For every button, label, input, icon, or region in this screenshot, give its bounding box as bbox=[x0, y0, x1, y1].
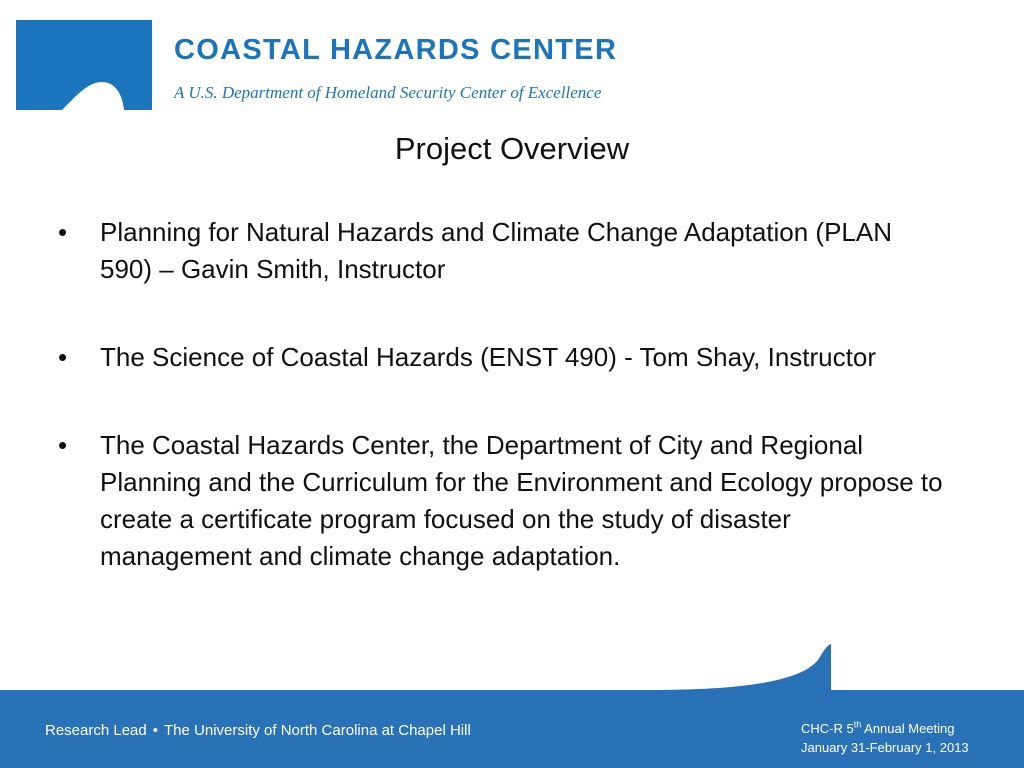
org-name: COASTAL HAZARDS CENTER bbox=[174, 34, 618, 66]
footer-university: The University of North Carolina at Chapel Hill bbox=[164, 722, 471, 739]
bullet-dot: • bbox=[58, 342, 68, 372]
bullet-dot: • bbox=[58, 430, 68, 460]
bullet-item bbox=[58, 214, 948, 288]
bullet-text: Planning for Natural Hazards and Climate Change Adaptation (PLAN 590) – Gavin Smith, Instructor bbox=[100, 217, 893, 284]
wave-logo-icon bbox=[16, 20, 152, 110]
bullet-text: The Coastal Hazards Center, the Department of City and Regional Planning and the Curriculum for the Environment and Ecology propose to create a certificate program focused on the study of disaster management and climate change adaptation. bbox=[100, 430, 943, 571]
footer-research-lead: Research Lead bbox=[45, 722, 147, 739]
bullet-text: The Science of Coastal Hazards (ENST 490) - Tom Shay, Instructor bbox=[100, 342, 876, 372]
bullet-item bbox=[58, 427, 948, 575]
footer-meeting-name: CHC-R 5th Annual Meeting bbox=[801, 719, 955, 736]
bullet-list bbox=[58, 214, 948, 575]
bullet-item bbox=[58, 339, 948, 376]
footer-dates: January 31-February 1, 2013 bbox=[801, 740, 969, 755]
org-tagline: A U.S. Department of Homeland Security Center of Excellence bbox=[174, 83, 602, 102]
footer-meeting bbox=[801, 719, 969, 757]
footer-separator: • bbox=[152, 722, 158, 739]
footer-affiliation bbox=[45, 722, 471, 739]
page-title: Project Overview bbox=[394, 131, 630, 166]
bullet-dot: • bbox=[58, 217, 68, 247]
